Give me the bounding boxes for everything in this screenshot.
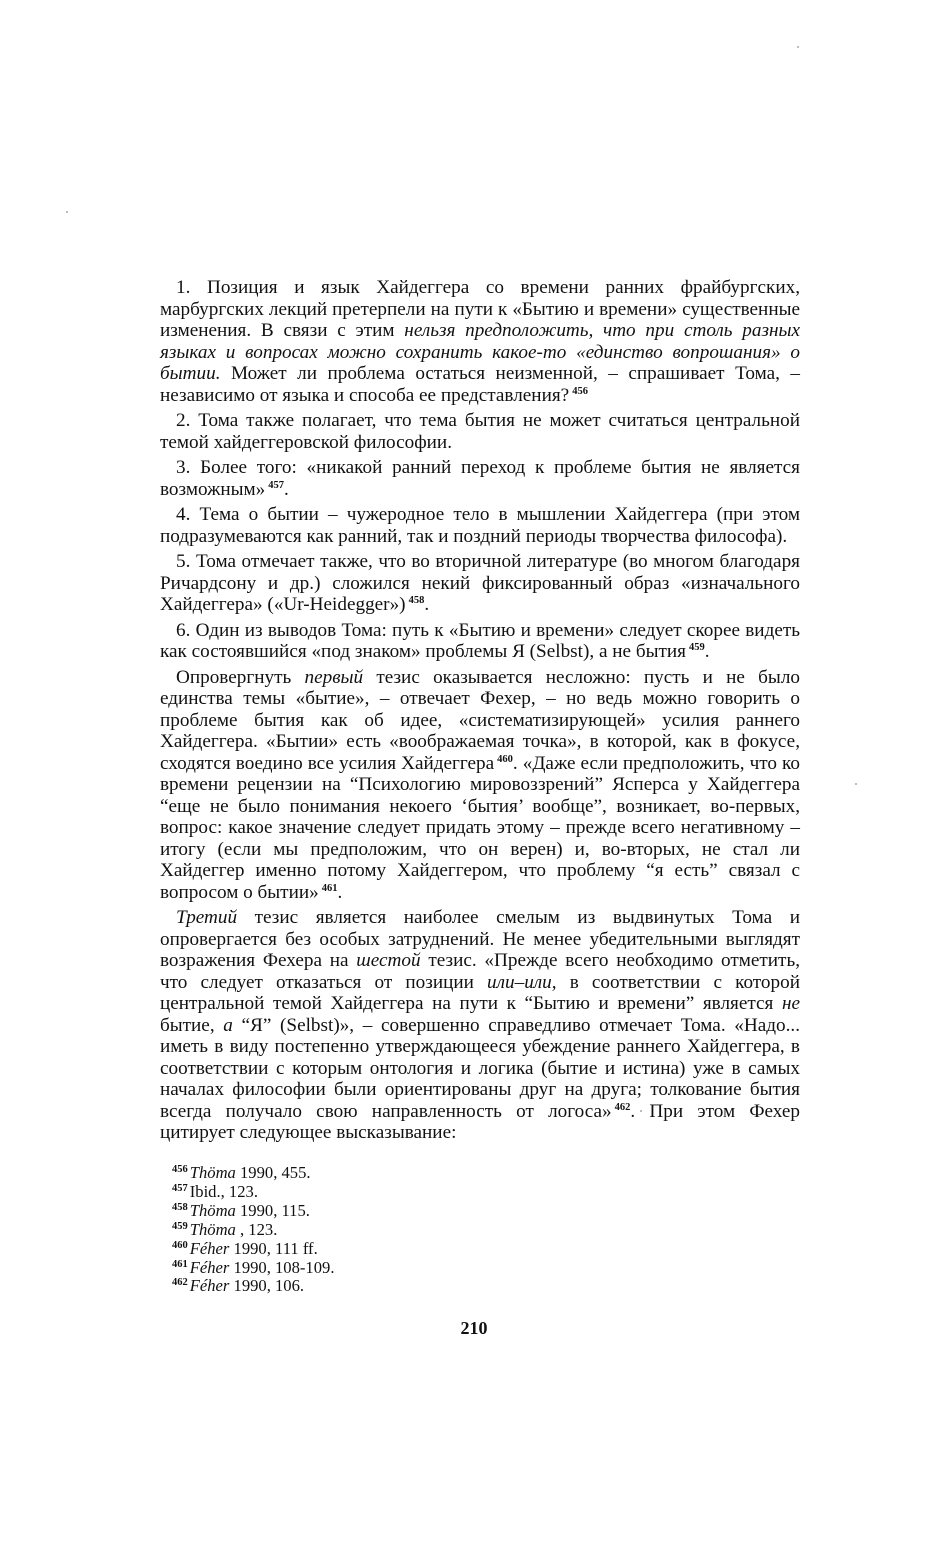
footnote-citation: 1990, 108-109. xyxy=(229,1257,335,1277)
footnote-author: Thöma xyxy=(189,1219,236,1239)
footnote-number: 458 xyxy=(172,1201,188,1213)
scan-speck xyxy=(66,211,68,213)
footnote-author: Thöma xyxy=(189,1163,236,1182)
footnote-author: Féher xyxy=(189,1257,230,1277)
text-run: . «Даже если предположить, что ко времени рецензии на “Психологию мировоззрений” Ясперса у Хайдеггера “еще не было понимания некоего ‘бытия’ вообще”, возникает, во-первых, вопрос: какое значение следует придать этому – прежде всего негативному – итогу (если мы предположим, что он верен) и, во-вторых, не стал ли Хайдеггер именно потому Хайдеггером, что проблему “я есть” связал с вопросом о бытии» xyxy=(160,752,800,903)
footnote-number: 459 xyxy=(172,1220,188,1232)
text-run: бытие, xyxy=(160,1014,224,1036)
footnote-reference: 462 xyxy=(614,1101,631,1113)
paragraph xyxy=(160,551,800,616)
text-run: . При этом Фехер цитирует следующее высказывание: xyxy=(160,1100,800,1143)
emphasis-text: а xyxy=(223,1014,233,1036)
footnote-number: 462 xyxy=(172,1277,188,1289)
paragraph xyxy=(160,504,800,547)
footnote-reference: 459 xyxy=(688,642,705,653)
footnote-reference: 458 xyxy=(408,595,425,606)
paragraph xyxy=(160,620,800,663)
text-run: . xyxy=(284,478,289,500)
footnote xyxy=(172,1277,572,1296)
footnote xyxy=(172,1183,572,1202)
text-run: тезис является наиболее смелым из выдвинутых Тома и опровергается без особых затруднений. Не менее убедительными выглядят возражения Фехера на xyxy=(160,907,800,971)
footnote-citation: 1990, 111 ff. xyxy=(229,1238,318,1258)
emphasis-text: нельзя предположить, что при столь разных языках и вопросах можно сохранить какое-то «единство вопрошания» о бытии. xyxy=(160,320,800,384)
footnote-author: Féher xyxy=(189,1276,230,1296)
footnote-citation: , 123. xyxy=(235,1219,278,1239)
text-run: 2. Тома также полагает, что тема бытия не может считаться центральной темой хайдеггеровской философии. xyxy=(160,410,800,453)
footnote-citation: Ibid., 123. xyxy=(189,1181,258,1201)
text-run: 5. Тома отмечает также, что во вторичной литературе (во многом благодаря Ричардсону и др.) сложился некий фиксированный образ «изначального Хайдеггера» («Ur-Heidegger») xyxy=(160,551,800,615)
text-run: Может ли проблема остаться неизменной, – спрашивает Тома, – независимо от языка и способа ее представления? xyxy=(160,363,800,406)
text-run: 4. Тема о бытии – чужеродное тело в мышлении Хайдеггера (при этом подразумеваются как ранний, так и поздний периоды творчества философа). xyxy=(160,504,800,547)
text-run: , в соответствии с которой центральной темой Хайдеггера на пути к “Бытию и времени” является xyxy=(160,971,800,1014)
footnote-reference: 460 xyxy=(497,753,513,765)
footnote-citation: 1990, 115. xyxy=(235,1200,310,1220)
paragraph xyxy=(160,907,800,1144)
scan-speck xyxy=(797,46,799,48)
text-run: Опровергнуть xyxy=(176,666,305,688)
emphasis-text: не xyxy=(781,993,800,1014)
paragraph xyxy=(160,277,800,406)
footnote xyxy=(172,1259,572,1278)
paragraph xyxy=(160,410,800,453)
emphasis-text: шестой xyxy=(356,950,421,971)
footnote-number: 456 xyxy=(172,1164,188,1175)
footnote-number: 461 xyxy=(172,1258,188,1270)
footnote xyxy=(172,1164,572,1183)
footnote xyxy=(172,1221,572,1240)
paragraph xyxy=(160,457,800,500)
text-run: . xyxy=(337,881,343,903)
footnote-author: Thöma xyxy=(189,1200,236,1220)
scan-speck xyxy=(855,783,857,785)
footnote-number: 457 xyxy=(172,1182,188,1194)
text-run: 6. Один из выводов Тома: путь к «Бытию и времени» следует скорее видеть как состоявшийся «под знаком» проблемы Я (Selbst), а не бытия xyxy=(160,619,800,662)
text-run: . xyxy=(424,594,430,615)
text-run: тезис. «Прежде всего необходимо отметить, что следует отказаться от позиции xyxy=(160,950,800,993)
emphasis-text: первый xyxy=(304,666,364,688)
footnote xyxy=(172,1240,572,1259)
footnote xyxy=(172,1202,572,1221)
emphasis-text: или–или xyxy=(487,971,552,993)
text-run: “Я” (Selbst)», – совершенно справедливо отмечает Тома. «Надо... иметь в виду постепенно утверждающееся убеждение раннего Хайдеггера, в соответствии с которым онтология и логика (бытие и истина) уже в самых началах философии были ориентированы друг на друга; толкование бытия всегда получало свою направленность от логоса» xyxy=(160,1014,800,1122)
paragraph xyxy=(160,667,800,904)
footnote-citation: 1990, 455. xyxy=(235,1163,311,1182)
text-run: 1. Позиция и язык Хайдеггера со времени ранних фрайбургских, марбургских лекций претерпели на пути к «Бытию и времени» существенные изменения. В связи с этим xyxy=(160,277,800,341)
text-run: тезис оказывается несложно: пусть и не было единства темы «бытие», – отвечает Фехер, – но ведь можно говорить о проблеме бытия как об идее, «систематизирующей» усилия раннего Хайдеггера. «Бытии» есть «воображаемая точка», в которой, как в фокусе, сходятся воедино все усилия Хайдеггера xyxy=(160,666,800,774)
footnote-number: 460 xyxy=(172,1239,188,1251)
footnote-author: Féher xyxy=(189,1238,230,1258)
text-run: . xyxy=(704,641,710,662)
footnote-citation: 1990, 106. xyxy=(229,1276,305,1296)
footnote-reference: 457 xyxy=(268,479,284,491)
footnote-reference: 461 xyxy=(321,882,338,894)
footnotes xyxy=(172,1164,572,1296)
emphasis-text: Третий xyxy=(176,907,238,928)
main-text xyxy=(160,277,800,1148)
page-number: 210 xyxy=(460,1318,488,1338)
footnote-reference: 456 xyxy=(572,385,588,397)
text-run: 3. Более того: «никакой ранний переход к проблеме бытия не является возможным» xyxy=(160,457,800,500)
